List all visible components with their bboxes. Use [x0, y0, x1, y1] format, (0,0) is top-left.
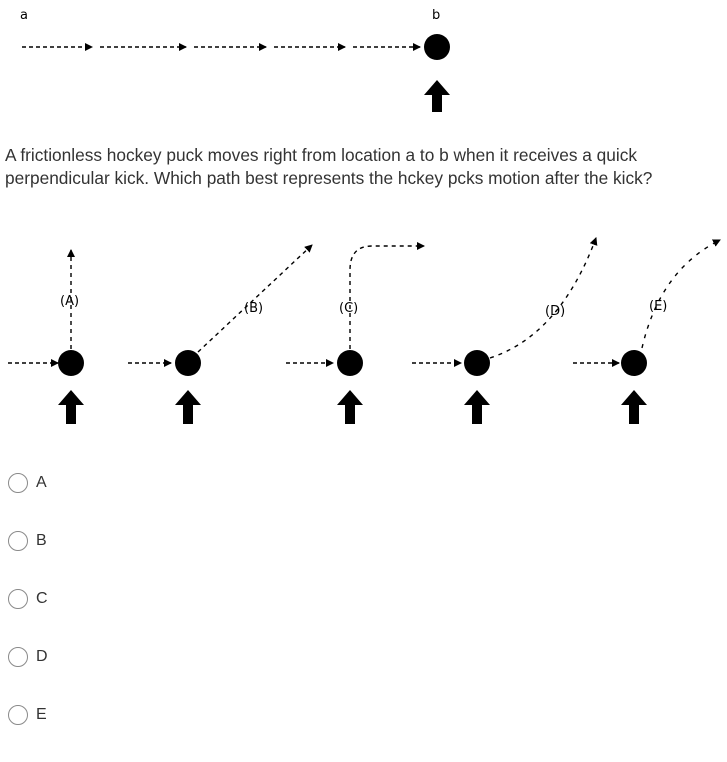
- label-location-b: b: [432, 8, 441, 23]
- radio-button[interactable]: [8, 589, 28, 609]
- path-label-a: (A): [60, 294, 80, 309]
- path-label-e: (E): [649, 299, 668, 314]
- choice-label: E: [36, 706, 47, 723]
- kick-arrow-icon: [175, 390, 201, 424]
- radio-button[interactable]: [8, 531, 28, 551]
- label-location-a: a: [20, 8, 28, 23]
- path-option-a: [8, 250, 84, 424]
- radio-button[interactable]: [8, 647, 28, 667]
- path-option-b: [128, 245, 312, 424]
- kick-arrow-icon: [337, 390, 363, 424]
- path-option-e: [573, 240, 720, 424]
- choice-d[interactable]: [8, 646, 48, 668]
- kick-arrow-icon: [621, 390, 647, 424]
- radio-button[interactable]: [8, 705, 28, 725]
- kick-arrow-icon: [58, 390, 84, 424]
- kick-arrow-icon: [464, 390, 490, 424]
- question-text: A frictionless hockey puck moves right from location a to b when it receives a quick perpendicular kick. Which path best represents the hckey pcks motion after the kick?: [5, 145, 653, 188]
- choice-c[interactable]: [8, 588, 48, 610]
- choice-a[interactable]: [8, 472, 48, 494]
- choice-label: C: [36, 590, 48, 607]
- choice-label: D: [36, 648, 48, 665]
- answer-choices: [8, 472, 48, 762]
- radio-button[interactable]: [8, 473, 28, 493]
- choice-label: B: [36, 532, 47, 549]
- choice-b[interactable]: [8, 530, 48, 552]
- path-label-b: (B): [244, 301, 264, 316]
- path-option-d: [412, 238, 596, 424]
- puck-at-b: [424, 34, 450, 60]
- path-label-d: (D): [545, 304, 566, 319]
- kick-arrow-icon: [424, 80, 450, 112]
- choice-label: A: [36, 474, 47, 491]
- path-option-c: [286, 246, 424, 424]
- path-label-c: (C): [339, 301, 359, 316]
- choice-e[interactable]: [8, 704, 48, 726]
